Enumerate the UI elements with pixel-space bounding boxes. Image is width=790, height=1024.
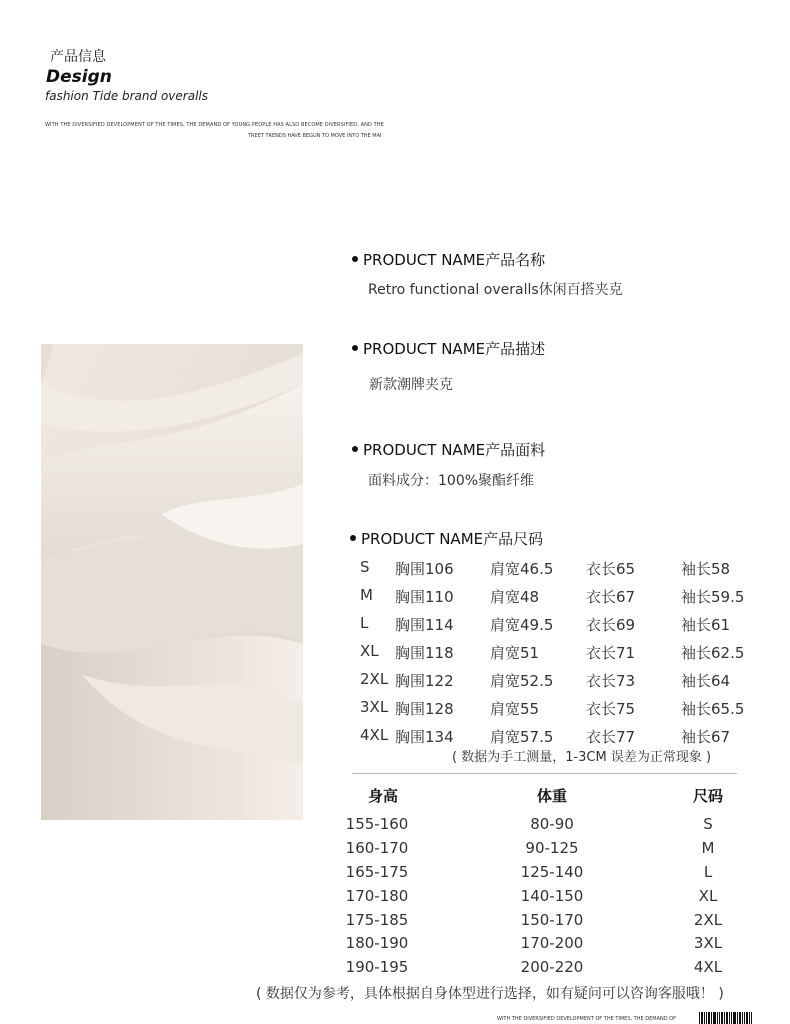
section-title-desc: PRODUCT NAME产品描述	[352, 338, 545, 359]
size-table-row: L 胸围114 肩宽49.5 衣长69 袖长61	[360, 614, 731, 634]
hw-table-row: 190-195 200-220 4XL	[345, 958, 723, 976]
barcode-icon	[699, 1012, 752, 1024]
hw-table-row: 170-180 140-150 XL	[345, 887, 718, 905]
header-tiny-text-1: WITH THE DIVERSIFIED DEVELOPMENT OF THE TIMES, THE DEMAND OF YOUNG PEOPLE HAS ALSO BECOME DIVERSIFIED, AND THE	[45, 122, 384, 128]
hw-table-row: 160-170 90-125 M	[345, 839, 715, 857]
bullet-icon	[352, 446, 358, 452]
product-fabric-text: 面料成分：100%聚酯纤维	[368, 473, 535, 489]
header-tiny-text-2: TREET TRENDS HAVE BEGUN TO MOVE INTO THE MAI	[248, 133, 382, 139]
product-name-text: Retro functional overalls休闲百搭夹克	[368, 282, 623, 298]
hw-table-row: 175-185 150-170 2XL	[345, 911, 723, 929]
hw-table-header: 身高 体重 尺码	[367, 787, 723, 805]
hw-table-row: 155-160 80-90 S	[345, 815, 713, 833]
bullet-icon	[352, 256, 358, 262]
header-design: Design	[46, 67, 112, 87]
size-table-row: S 胸围106 肩宽46.5 衣长65 袖长58	[360, 558, 731, 578]
header-title-cn: 产品信息	[50, 49, 106, 65]
size-table-row: 4XL 胸围134 肩宽57.5 衣长77 袖长67	[360, 726, 731, 746]
size-table-row: 2XL 胸围122 肩宽52.5 衣长73 袖长64	[360, 670, 731, 690]
hw-table-row: 165-175 125-140 L	[345, 863, 713, 881]
bullet-icon	[350, 535, 356, 541]
fabric-photo	[41, 344, 303, 820]
section-title-fabric: PRODUCT NAME产品面料	[352, 439, 545, 460]
section-title-size: PRODUCT NAME产品尺码	[350, 528, 543, 549]
hw-table-row: 180-190 170-200 3XL	[345, 934, 723, 952]
divider	[352, 773, 737, 774]
footer-tiny-text: WITH THE DIVERSIFIED DEVELOPMENT OF THE TIMES, THE DEMAND OF	[497, 1016, 676, 1022]
size-measure-note: ( 数据为手工测量，1-3CM 误差为正常现象 )	[452, 750, 712, 765]
header-subtitle: fashion Tide brand overalls	[45, 89, 208, 103]
section-title-name: PRODUCT NAME产品名称	[352, 249, 545, 270]
size-table-row: M 胸围110 肩宽48 衣长67 袖长59.5	[360, 586, 745, 606]
reference-note: ( 数据仅为参考，具体根据自身体型进行选择，如有疑问可以咨询客服哦！ )	[256, 986, 724, 1002]
size-table-row: XL 胸围118 肩宽51 衣长71 袖长62.5	[360, 642, 745, 662]
size-table-row: 3XL 胸围128 肩宽55 衣长75 袖长65.5	[360, 698, 745, 718]
product-desc-text: 新款潮牌夹克	[369, 377, 453, 393]
bullet-icon	[352, 345, 358, 351]
